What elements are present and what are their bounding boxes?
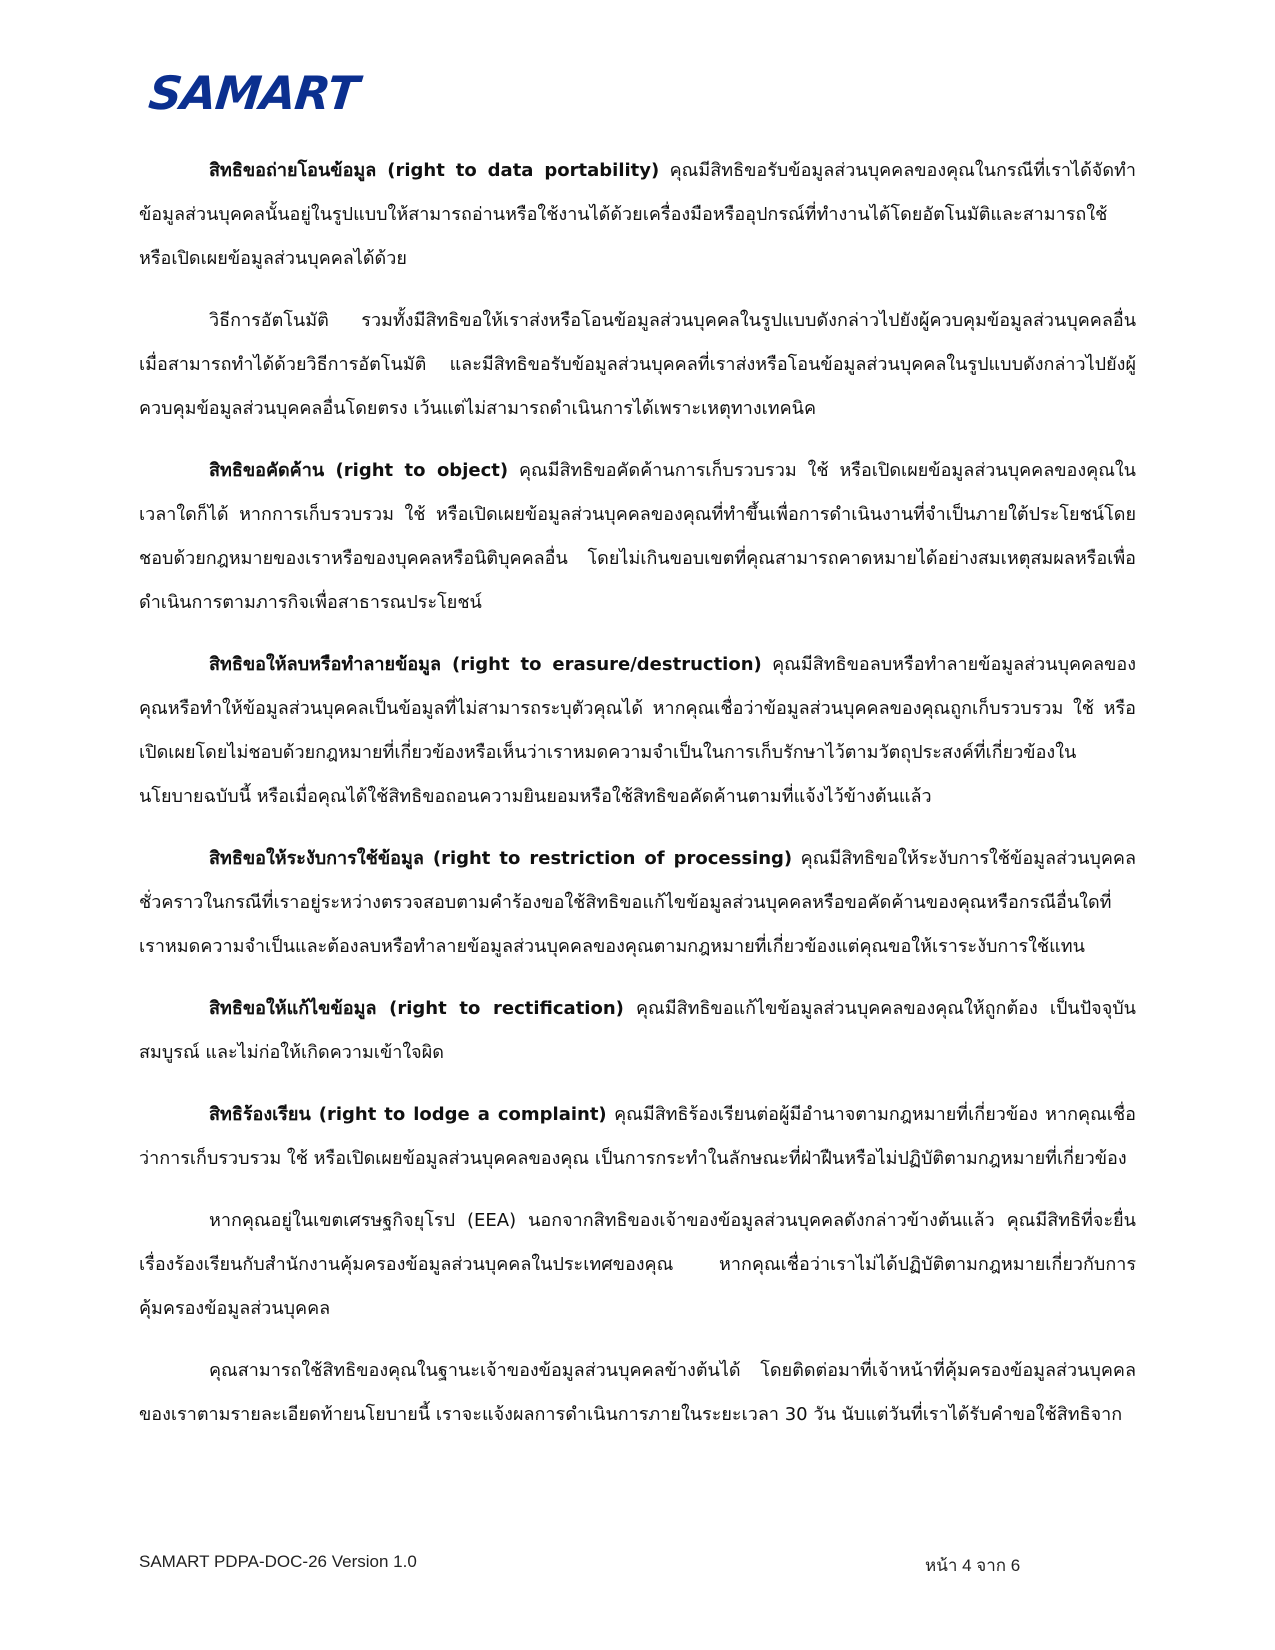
paragraph-right-to-restriction — [139, 837, 1136, 969]
paragraph-text: คุณมีสิทธิร้องเรียนต่อผู้มีอำนาจตามกฎหมายที่เกี่ยวข้อง หากคุณเชื่อว่าการเก็บรวบรวม ใช้ หรือเปิดเผยข้อมูลส่วนบุคคลของคุณ เป็นการกระทำในลักษณะที่ฝ่าฝืนหรือไม่ปฏิบัติตามกฎหมายที่เกี่ยวข้อง — [139, 1104, 1136, 1169]
paragraph-right-to-rectification — [139, 987, 1136, 1075]
paragraph-text: หากคุณอยู่ในเขตเศรษฐกิจยุโรป (EEA) นอกจากสิทธิของเจ้าของข้อมูลส่วนบุคคลดังกล่าวข้างต้นแล้ว คุณมีสิทธิที่จะยื่นเรื่องร้องเรียนกับสำนักงานคุ้มครองข้อมูลส่วนบุคคลในประเทศของคุณ หากคุณเชื่อว่าเราไม่ได้ปฏิบัติตามกฎหมายเกี่ยวกับการคุ้มครองข้อมูลส่วนบุคคล — [139, 1210, 1136, 1319]
paragraph-exercise-rights — [139, 1349, 1136, 1437]
paragraph-right-to-object — [139, 449, 1136, 625]
document-body — [139, 149, 1136, 1437]
paragraph-text: คุณมีสิทธิขอรับข้อมูลส่วนบุคคลของคุณในกรณีที่เราได้จัดทำข้อมูลส่วนบุคคลนั้นอยู่ในรูปแบบให้สามารถอ่านหรือใช้งานได้ด้วยเครื่องมือหรืออุปกรณ์ที่ทำงานได้โดยอัตโนมัติและสามารถใช้หรือเปิดเผยข้อมูลส่วนบุคคลได้ด้วย — [139, 160, 1136, 269]
paragraph-text: คุณมีสิทธิขอลบหรือทำลายข้อมูลส่วนบุคคลของคุณหรือทำให้ข้อมูลส่วนบุคคลเป็นข้อมูลที่ไม่สามารถระบุตัวคุณได้ หากคุณเชื่อว่าข้อมูลส่วนบุคคลของคุณถูกเก็บรวบรวม ใช้ หรือเปิดเผยโดยไม่ชอบด้วยกฎหมายที่เกี่ยวข้องหรือเห็นว่าเราหมดความจำเป็นในการเก็บรักษาไว้ตามวัตถุประสงค์ที่เกี่ยวข้องในนโยบายฉบับนี้ หรือเมื่อคุณได้ใช้สิทธิขอถอนความยินยอมหรือใช้สิทธิขอคัดค้านตามที่แจ้งไว้ข้างต้นแล้ว — [139, 654, 1137, 807]
paragraph-right-to-complain — [139, 1093, 1136, 1181]
paragraph-heading: สิทธิขอถ่ายโอนข้อมูล (right to data portability) — [209, 160, 660, 181]
samart-logo: SAMART — [146, 66, 361, 120]
footer-page-number: หน้า 4 จาก 6 — [925, 1556, 1021, 1575]
paragraph-heading: สิทธิขอให้ลบหรือทำลายข้อมูล (right to erasure/destruction) — [209, 654, 762, 675]
paragraph-heading: สิทธิขอคัดค้าน (right to object) — [209, 460, 509, 481]
paragraph-automated-transfer — [139, 299, 1136, 431]
paragraph-heading: สิทธิร้องเรียน (right to lodge a complaint) — [209, 1104, 607, 1125]
paragraph-text: คุณมีสิทธิขอแก้ไขข้อมูลส่วนบุคคลของคุณให้ถูกต้อง เป็นปัจจุบัน สมบูรณ์ และไม่ก่อให้เกิดความเข้าใจผิด — [139, 998, 1136, 1063]
paragraph-heading: สิทธิขอให้แก้ไขข้อมูล (right to rectification) — [209, 998, 624, 1019]
footer-doc-id: SAMART PDPA-DOC-26 Version 1.0 — [139, 1552, 417, 1571]
paragraph-text: คุณมีสิทธิขอคัดค้านการเก็บรวบรวม ใช้ หรือเปิดเผยข้อมูลส่วนบุคคลของคุณในเวลาใดก็ได้ หากการเก็บรวบรวม ใช้ หรือเปิดเผยข้อมูลส่วนบุคคลของคุณที่ทำขึ้นเพื่อการดำเนินงานที่จำเป็นภายใต้ประโยชน์โดยชอบด้วยกฎหมายของเราหรือของบุคคลหรือนิติบุคคลอื่น โดยไม่เกินขอบเขตที่คุณสามารถคาดหมายได้อย่างสมเหตุสมผลหรือเพื่อดำเนินการตามภารกิจเพื่อสาธารณประโยชน์ — [139, 460, 1136, 613]
paragraph-data-portability — [139, 149, 1136, 281]
paragraph-right-to-erasure — [139, 643, 1136, 819]
paragraph-eea — [139, 1199, 1136, 1331]
paragraph-text: คุณสามารถใช้สิทธิของคุณในฐานะเจ้าของข้อมูลส่วนบุคคลข้างต้นได้ โดยติดต่อมาที่เจ้าหน้าที่คุ้มครองข้อมูลส่วนบุคคลของเราตามรายละเอียดท้ายนโยบายนี้ เราจะแจ้งผลการดำเนินการภายในระยะเวลา 30 วัน นับแต่วันที่เราได้รับคำขอใช้สิทธิจาก — [139, 1360, 1136, 1425]
paragraph-heading: สิทธิขอให้ระงับการใช้ข้อมูล (right to restriction of processing) — [209, 848, 793, 869]
paragraph-text: คุณมีสิทธิขอให้ระงับการใช้ข้อมูลส่วนบุคคลชั่วคราวในกรณีที่เราอยู่ระหว่างตรวจสอบตามคำร้องขอใช้สิทธิขอแก้ไขข้อมูลส่วนบุคคลหรือขอคัดค้านของคุณหรือกรณีอื่นใดที่เราหมดความจำเป็นและต้องลบหรือทำลายข้อมูลส่วนบุคคลของคุณตามกฎหมายที่เกี่ยวข้องแต่คุณขอให้เราระงับการใช้แทน — [139, 848, 1136, 957]
paragraph-text: วิธีการอัตโนมัติ รวมทั้งมีสิทธิขอให้เราส่งหรือโอนข้อมูลส่วนบุคคลในรูปแบบดังกล่าวไปยังผู้ควบคุมข้อมูลส่วนบุคคลอื่นเมื่อสามารถทำได้ด้วยวิธีการอัตโนมัติ และมีสิทธิขอรับข้อมูลส่วนบุคคลที่เราส่งหรือโอนข้อมูลส่วนบุคคลในรูปแบบดังกล่าวไปยังผู้ควบคุมข้อมูลส่วนบุคคลอื่นโดยตรง เว้นแต่ไม่สามารถดำเนินการได้เพราะเหตุทางเทคนิค — [139, 310, 1136, 419]
